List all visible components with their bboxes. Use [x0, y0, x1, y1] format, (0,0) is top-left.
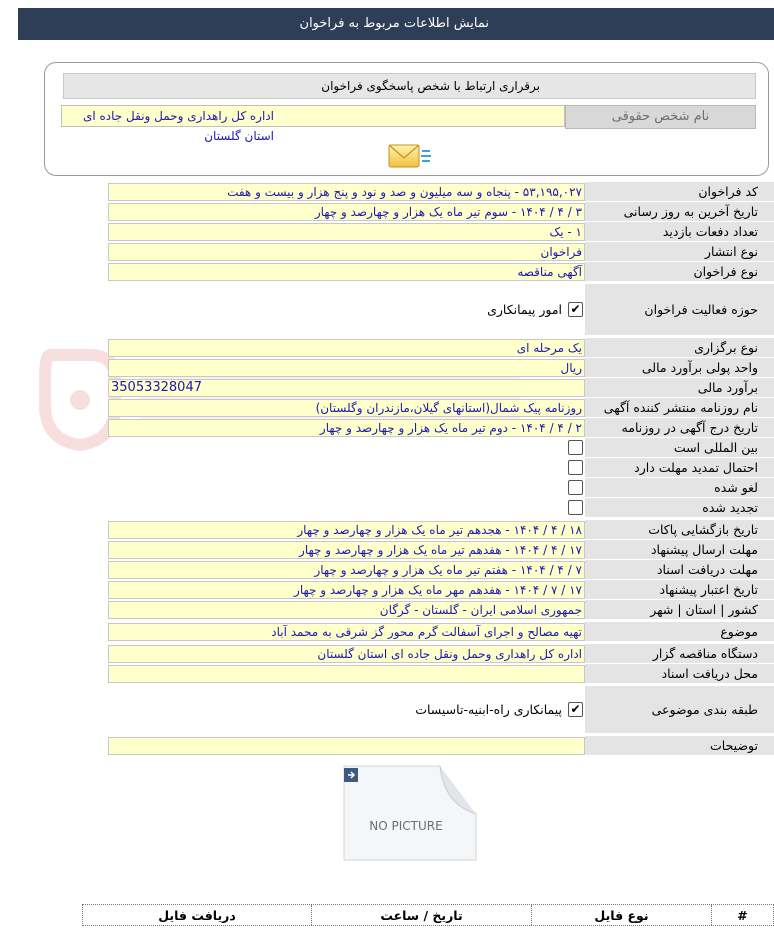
category-option: پیمانکاری راه-ابنیه-تاسیسات — [415, 702, 562, 717]
field-value: فراخوان — [108, 243, 585, 261]
extension-checkbox[interactable] — [568, 460, 583, 475]
field-label: تاریخ اعتبار پیشنهاد — [585, 580, 774, 600]
files-table-header — [82, 904, 774, 926]
field-value: ۱ - یک — [108, 223, 585, 241]
field-row-validity-date — [108, 580, 774, 600]
activity-option: امور پیمانکاری — [487, 302, 562, 317]
field-label: لغو شده — [585, 478, 774, 498]
field-row-last-update — [108, 202, 774, 222]
international-checkbox[interactable] — [568, 440, 583, 455]
field-value: جمهوری اسلامی ایران - گلستان - گرگان — [108, 601, 585, 619]
field-label: تاریخ بازگشایی پاکات — [585, 520, 774, 540]
field-label: بین المللی است — [585, 438, 774, 458]
field-label: طبقه بندی موضوعی — [585, 686, 774, 734]
field-label: دستگاه مناقصه گزار — [585, 644, 774, 664]
field-row-cancelled — [108, 478, 774, 498]
field-value: ۱۷ / ۴ / ۱۴۰۴ - هفدهم تیر ماه یک هزار و چهارصد و چهار — [108, 541, 585, 559]
field-row-international — [108, 438, 774, 458]
column-header-index: # — [711, 905, 773, 925]
field-row-renewed — [108, 498, 774, 518]
field-row-newspaper-date — [108, 418, 774, 438]
field-row-activity — [108, 284, 774, 336]
field-value: 35053328047 — [108, 379, 585, 397]
field-value: یک مرحله ای — [108, 339, 585, 357]
field-row-extension — [108, 458, 774, 478]
field-row-tender-type — [108, 262, 774, 282]
field-value: اداره کل راهداری وحمل ونقل جاده ای استان گلستان — [108, 645, 585, 663]
field-row-opening-date — [108, 520, 774, 540]
field-row-visit-count — [108, 222, 774, 242]
field-row-description — [108, 736, 774, 756]
field-row-tender-code — [108, 182, 774, 202]
field-value — [108, 737, 585, 755]
field-value: ریال — [108, 359, 585, 377]
field-row-estimate — [108, 378, 774, 398]
renewed-checkbox[interactable] — [568, 500, 583, 515]
legal-entity-value: اداره کل راهداری وحمل ونقل جاده ای استان گلستان — [61, 105, 565, 127]
column-header-datetime: تاریخ / ساعت — [311, 905, 531, 925]
field-value: ۱۷ / ۷ / ۱۴۰۴ - هفدهم مهر ماه یک هزار و چهارصد و چهار — [108, 581, 585, 599]
field-label: مهلت ارسال پیشنهاد — [585, 540, 774, 560]
field-value — [108, 665, 585, 683]
field-label: احتمال تمدید مهلت دارد — [585, 458, 774, 478]
field-value: ۵۳,۱۹۵,۰۲۷ - پنجاه و سه میلیون و صد و نود و پنج هزار و بیست و هفت — [108, 183, 585, 201]
field-label: تعداد دفعات بازدید — [585, 222, 774, 242]
legal-entity-label: نام شخص حقوقی — [565, 105, 756, 129]
column-header-download: دریافت فایل — [158, 907, 236, 923]
field-label: واحد پولی برآورد مالی — [585, 358, 774, 378]
field-row-subject — [108, 622, 774, 642]
envelope-icon[interactable] — [385, 139, 433, 173]
field-label: محل دریافت اسناد — [585, 664, 774, 684]
field-label: تاریخ درج آگهی در روزنامه — [585, 418, 774, 438]
field-label: کشور | استان | شهر — [585, 600, 774, 620]
field-value: ۷ / ۴ / ۱۴۰۴ - هفتم تیر ماه یک هزار و چهارصد و چهار — [108, 561, 585, 579]
field-row-publish-type — [108, 242, 774, 262]
field-row-currency — [108, 358, 774, 378]
field-label: نوع انتشار — [585, 242, 774, 262]
field-label: نوع فراخوان — [585, 262, 774, 282]
contact-panel — [44, 62, 769, 176]
field-label: موضوع — [585, 622, 774, 642]
activity-checkbox[interactable]: ✔ — [568, 302, 583, 317]
field-row-organizer — [108, 644, 774, 664]
field-label: نام روزنامه منتشر کننده آگهی — [585, 398, 774, 418]
field-label: توضیحات — [585, 736, 774, 756]
field-value: روزنامه پیک شمال(استانهای گیلان،مازندران وگلستان) — [108, 399, 585, 417]
field-label: تجدید شده — [585, 498, 774, 518]
page-header — [18, 8, 774, 40]
category-checkbox[interactable]: ✔ — [568, 702, 583, 717]
field-value: ۲ / ۴ / ۱۴۰۴ - دوم تیر ماه یک هزار و چهارصد و چهار — [108, 419, 585, 437]
field-row-location — [108, 600, 774, 620]
field-row-newspaper — [108, 398, 774, 418]
no-picture-text: NO PICTURE — [369, 819, 443, 833]
field-label: کد فراخوان — [585, 182, 774, 202]
field-label: حوزه فعالیت فراخوان — [585, 284, 774, 336]
no-picture-image — [340, 764, 480, 862]
field-row-category — [108, 686, 774, 734]
field-label: مهلت دریافت اسناد — [585, 560, 774, 580]
field-value: آگهی مناقصه — [108, 263, 585, 281]
field-value: ۳ / ۴ / ۱۴۰۴ - سوم تیر ماه یک هزار و چهارصد و چهار — [108, 203, 585, 221]
field-row-holding-type — [108, 338, 774, 358]
page-title: نمایش اطلاعات مربوط به فراخوان — [299, 16, 489, 31]
field-label: برآورد مالی — [585, 378, 774, 398]
cancelled-checkbox[interactable] — [568, 480, 583, 495]
field-value: تهیه مصالح و اجرای آسفالت گرم محور گز شرقی به محمد آباد — [108, 623, 585, 641]
field-label: تاریخ آخرین به روز رسانی — [585, 202, 774, 222]
contact-title: برقراری ارتباط با شخص پاسخگوی فراخوان — [63, 73, 756, 99]
field-row-doc-location — [108, 664, 774, 684]
field-row-submit-deadline — [108, 540, 774, 560]
field-row-doc-deadline — [108, 560, 774, 580]
field-label: نوع برگزاری — [585, 338, 774, 358]
field-value: ۱۸ / ۴ / ۱۴۰۴ - هجدهم تیر ماه یک هزار و چهارصد و چهار — [108, 521, 585, 539]
column-header-file-type: نوع فایل — [531, 905, 711, 925]
